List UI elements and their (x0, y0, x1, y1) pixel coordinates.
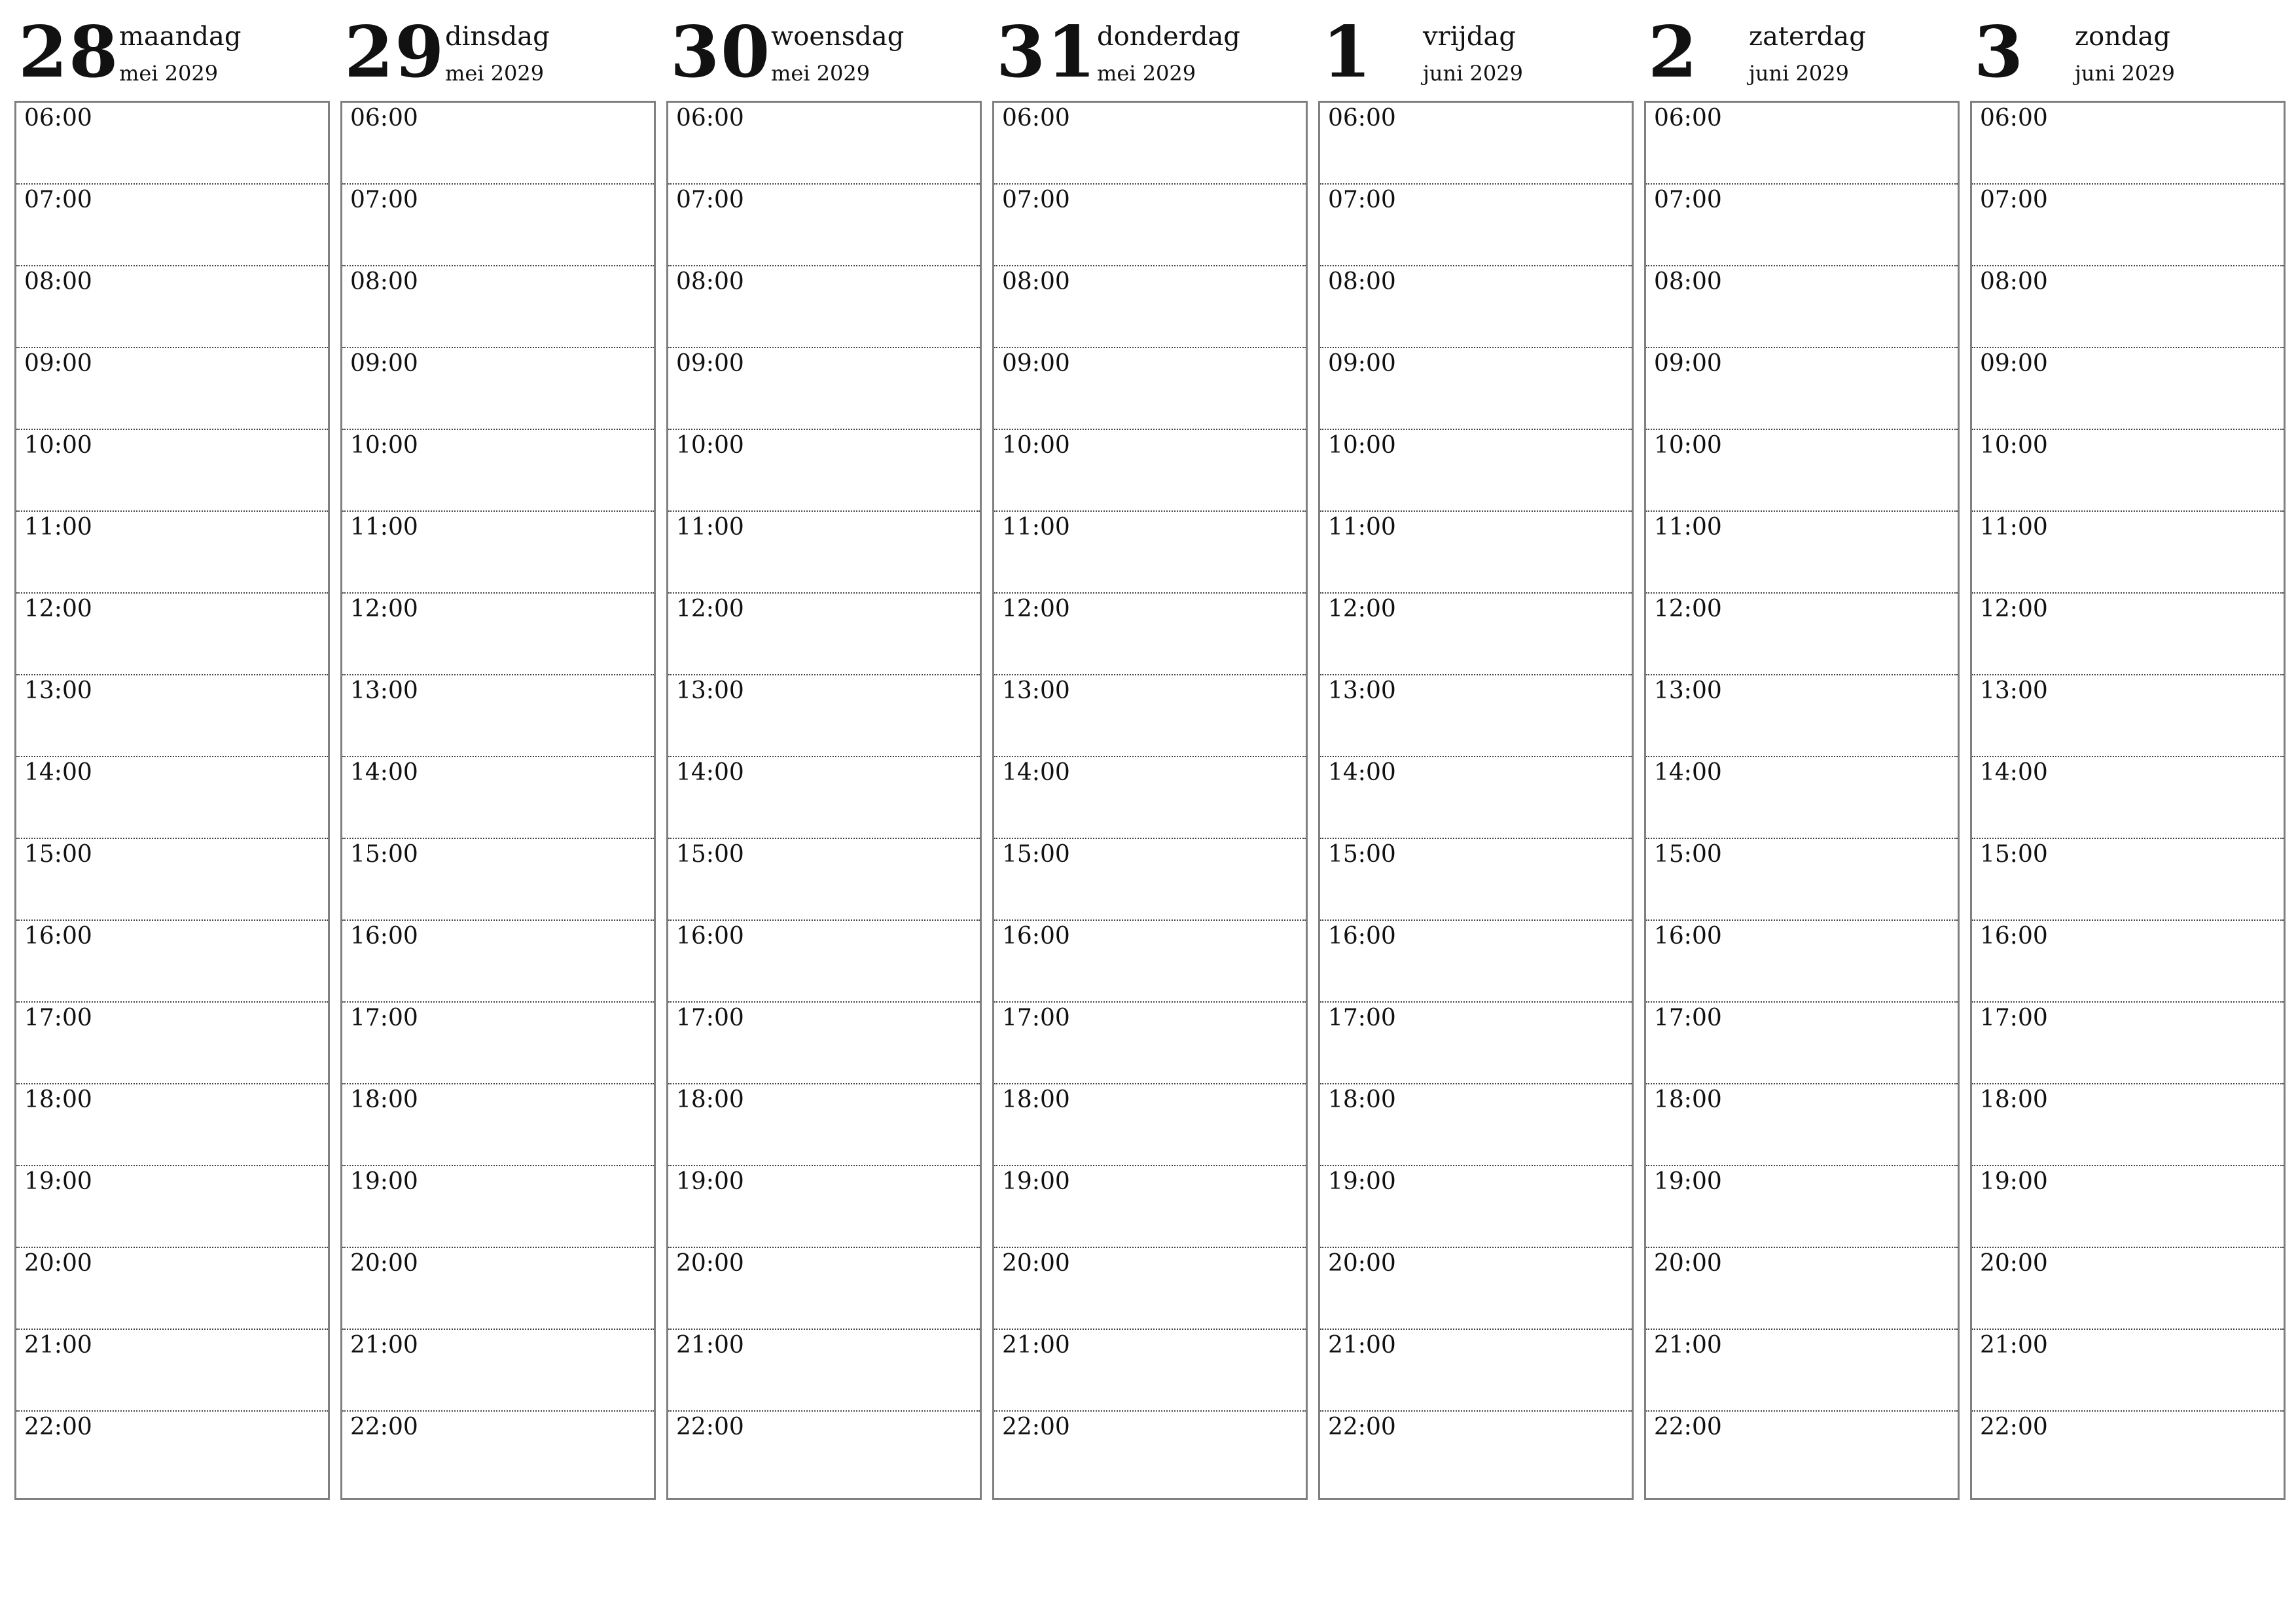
time-slot[interactable] (1646, 1248, 1958, 1330)
time-slot[interactable] (1320, 757, 1632, 839)
time-slot-label: 12:00 (1002, 596, 1070, 622)
time-slot[interactable] (16, 185, 328, 266)
time-slot[interactable] (16, 266, 328, 348)
time-slot[interactable] (1646, 348, 1958, 430)
time-slot[interactable] (1320, 266, 1632, 348)
time-slot-label: 18:00 (1328, 1086, 1396, 1113)
time-slot[interactable] (668, 266, 980, 348)
time-slot[interactable] (16, 839, 328, 921)
time-slot[interactable] (994, 430, 1306, 512)
time-slot-label: 22:00 (350, 1414, 418, 1440)
day-month: juni 2029 (2075, 61, 2175, 86)
day-number: 1 (1322, 11, 1373, 94)
time-slot[interactable] (1646, 1003, 1958, 1084)
time-slot-label: 21:00 (676, 1332, 744, 1359)
day-name: donderdag (1097, 22, 1240, 52)
time-slot-label: 22:00 (24, 1414, 92, 1440)
time-slot-label: 06:00 (1980, 105, 2048, 132)
time-slot[interactable] (1320, 1166, 1632, 1248)
time-slot-label: 11:00 (1328, 514, 1396, 541)
time-slot-label: 12:00 (1980, 596, 2048, 622)
time-slot[interactable] (342, 675, 654, 757)
time-slot-label: 11:00 (350, 514, 418, 541)
time-slot-label: 21:00 (1980, 1332, 2048, 1359)
time-slot-label: 06:00 (1654, 105, 1722, 132)
day-name: zaterdag (1749, 22, 1866, 52)
time-slot-label: 16:00 (1980, 923, 2048, 950)
time-slot[interactable] (668, 839, 980, 921)
time-slot[interactable] (668, 921, 980, 1003)
time-slot-label: 14:00 (1980, 759, 2048, 786)
time-slot-label: 22:00 (676, 1414, 744, 1440)
time-slot-label: 09:00 (1654, 350, 1722, 377)
time-slot-label: 15:00 (1002, 841, 1070, 868)
time-slot-label: 08:00 (1002, 268, 1070, 295)
time-slot[interactable] (342, 430, 654, 512)
time-slot-label: 14:00 (1654, 759, 1722, 786)
time-slot-label: 07:00 (676, 187, 744, 213)
time-slot-label: 15:00 (1980, 841, 2048, 868)
time-slot-label: 15:00 (1654, 841, 1722, 868)
time-slot[interactable] (994, 512, 1306, 594)
time-slot-label: 12:00 (24, 596, 92, 622)
time-slot[interactable] (342, 185, 654, 266)
day-column (1644, 0, 1958, 1505)
day-number: 30 (670, 11, 772, 94)
time-slot-label: 20:00 (676, 1250, 744, 1277)
time-slot[interactable] (342, 757, 654, 839)
time-slot[interactable] (668, 1003, 980, 1084)
day-schedule-box (1644, 101, 1960, 1500)
time-slot[interactable] (342, 1003, 654, 1084)
time-slot-label: 12:00 (350, 596, 418, 622)
time-slot-label: 07:00 (1654, 187, 1722, 213)
time-slot-label: 17:00 (1328, 1005, 1396, 1031)
time-slot[interactable] (994, 594, 1306, 675)
time-slot[interactable] (16, 594, 328, 675)
time-slot-label: 06:00 (1328, 105, 1396, 132)
time-slot-label: 16:00 (24, 923, 92, 950)
time-slot-label: 18:00 (676, 1086, 744, 1113)
time-slot[interactable] (342, 1166, 654, 1248)
time-slot-label: 15:00 (24, 841, 92, 868)
time-slot-label: 06:00 (24, 105, 92, 132)
time-slot-label: 21:00 (1002, 1332, 1070, 1359)
day-name: vrijdag (1423, 22, 1516, 52)
time-slot-label: 20:00 (1980, 1250, 2048, 1277)
time-slot[interactable] (1320, 185, 1632, 266)
day-number: 31 (996, 11, 1098, 94)
time-slot[interactable] (668, 757, 980, 839)
time-slot[interactable] (994, 839, 1306, 921)
time-slot[interactable] (994, 1412, 1306, 1493)
time-slot-label: 14:00 (350, 759, 418, 786)
time-slot-label: 14:00 (24, 759, 92, 786)
time-slot-label: 09:00 (1002, 350, 1070, 377)
time-slot[interactable] (668, 512, 980, 594)
day-column (1318, 0, 1632, 1505)
time-slot-label: 10:00 (1002, 432, 1070, 459)
time-slot[interactable] (668, 1330, 980, 1412)
time-slot-label: 09:00 (350, 350, 418, 377)
time-slot[interactable] (1972, 430, 2284, 512)
day-number: 29 (344, 11, 446, 94)
time-slot-label: 07:00 (24, 187, 92, 213)
time-slot-label: 09:00 (24, 350, 92, 377)
time-slot-label: 09:00 (676, 350, 744, 377)
time-slot-label: 12:00 (676, 596, 744, 622)
time-slot-label: 14:00 (1002, 759, 1070, 786)
time-slot-label: 17:00 (1654, 1005, 1722, 1031)
time-slot[interactable] (1320, 1084, 1632, 1166)
day-month: juni 2029 (1749, 61, 1849, 86)
time-slot-label: 15:00 (676, 841, 744, 868)
time-slot-label: 19:00 (350, 1168, 418, 1195)
time-slot[interactable] (668, 675, 980, 757)
time-slot-label: 22:00 (1328, 1414, 1396, 1440)
time-slot[interactable] (1320, 1003, 1632, 1084)
time-slot-label: 10:00 (1654, 432, 1722, 459)
time-slot[interactable] (1972, 1248, 2284, 1330)
time-slot-label: 21:00 (24, 1332, 92, 1359)
time-slot[interactable] (16, 1084, 328, 1166)
time-slot[interactable] (994, 266, 1306, 348)
time-slot-label: 13:00 (1654, 677, 1722, 704)
day-header (992, 0, 1306, 98)
day-column (992, 0, 1306, 1505)
time-slot[interactable] (1972, 266, 2284, 348)
time-slot-label: 19:00 (24, 1168, 92, 1195)
time-slot[interactable] (668, 430, 980, 512)
time-slot[interactable] (342, 921, 654, 1003)
time-slot[interactable] (668, 594, 980, 675)
time-slot[interactable] (1320, 1330, 1632, 1412)
time-slot-label: 09:00 (1980, 350, 2048, 377)
time-slot-label: 13:00 (24, 677, 92, 704)
time-slot[interactable] (16, 1248, 328, 1330)
time-slot-label: 19:00 (1328, 1168, 1396, 1195)
time-slot[interactable] (994, 1330, 1306, 1412)
day-name: woensdag (771, 22, 905, 52)
time-slot-label: 22:00 (1002, 1414, 1070, 1440)
time-slot-label: 11:00 (1002, 514, 1070, 541)
time-slot-label: 17:00 (676, 1005, 744, 1031)
time-slot-label: 13:00 (350, 677, 418, 704)
time-slot[interactable] (1972, 1003, 2284, 1084)
time-slot[interactable] (668, 103, 980, 185)
time-slot-label: 10:00 (676, 432, 744, 459)
time-slot[interactable] (342, 266, 654, 348)
time-slot[interactable] (1320, 594, 1632, 675)
time-slot-label: 11:00 (1980, 514, 2048, 541)
time-slot[interactable] (1320, 348, 1632, 430)
day-name: zondag (2075, 22, 2170, 52)
day-month: juni 2029 (1423, 61, 1523, 86)
day-header (1970, 0, 2284, 98)
time-slot[interactable] (1646, 757, 1958, 839)
day-number: 28 (18, 11, 120, 94)
time-slot[interactable] (1646, 675, 1958, 757)
day-schedule-box (992, 101, 1308, 1500)
day-name: maandag (119, 22, 242, 52)
time-slot[interactable] (16, 348, 328, 430)
day-column (14, 0, 329, 1505)
time-slot[interactable] (994, 103, 1306, 185)
time-slot[interactable] (1320, 839, 1632, 921)
day-number: 3 (1974, 11, 2025, 94)
time-slot-label: 16:00 (1654, 923, 1722, 950)
day-column (1970, 0, 2284, 1505)
time-slot[interactable] (1646, 185, 1958, 266)
day-header (1318, 0, 1632, 98)
time-slot[interactable] (994, 1166, 1306, 1248)
time-slot-label: 08:00 (1328, 268, 1396, 295)
time-slot-label: 22:00 (1654, 1414, 1722, 1440)
time-slot[interactable] (1972, 594, 2284, 675)
day-header (666, 0, 980, 98)
time-slot[interactable] (1972, 1084, 2284, 1166)
time-slot-label: 20:00 (1328, 1250, 1396, 1277)
time-slot[interactable] (1972, 757, 2284, 839)
time-slot[interactable] (1320, 921, 1632, 1003)
time-slot[interactable] (994, 921, 1306, 1003)
time-slot[interactable] (342, 348, 654, 430)
time-slot-label: 16:00 (350, 923, 418, 950)
time-slot-label: 07:00 (350, 187, 418, 213)
time-slot-label: 12:00 (1654, 596, 1722, 622)
time-slot-label: 17:00 (350, 1005, 418, 1031)
day-schedule-box (14, 101, 330, 1500)
time-slot[interactable] (16, 675, 328, 757)
day-schedule-box (1970, 101, 2286, 1500)
time-slot-label: 07:00 (1002, 187, 1070, 213)
time-slot-label: 20:00 (24, 1250, 92, 1277)
time-slot[interactable] (1972, 185, 2284, 266)
time-slot[interactable] (16, 1166, 328, 1248)
time-slot-label: 22:00 (1980, 1414, 2048, 1440)
day-name: dinsdag (445, 22, 550, 52)
time-slot[interactable] (1646, 512, 1958, 594)
time-slot-label: 18:00 (24, 1086, 92, 1113)
time-slot-label: 10:00 (1980, 432, 2048, 459)
time-slot[interactable] (994, 1248, 1306, 1330)
day-schedule-box (340, 101, 656, 1500)
time-slot-label: 21:00 (350, 1332, 418, 1359)
time-slot-label: 21:00 (1328, 1332, 1396, 1359)
time-slot[interactable] (342, 1248, 654, 1330)
time-slot-label: 12:00 (1328, 596, 1396, 622)
time-slot-label: 19:00 (676, 1168, 744, 1195)
time-slot-label: 13:00 (1002, 677, 1070, 704)
time-slot-label: 11:00 (24, 514, 92, 541)
time-slot[interactable] (342, 512, 654, 594)
time-slot-label: 19:00 (1654, 1168, 1722, 1195)
day-month: mei 2029 (445, 61, 545, 86)
time-slot-label: 13:00 (1328, 677, 1396, 704)
day-column (340, 0, 655, 1505)
time-slot[interactable] (994, 757, 1306, 839)
time-slot[interactable] (994, 348, 1306, 430)
day-schedule-box (666, 101, 982, 1500)
time-slot[interactable] (342, 1084, 654, 1166)
time-slot-label: 06:00 (676, 105, 744, 132)
time-slot[interactable] (668, 1248, 980, 1330)
day-header (1644, 0, 1958, 98)
time-slot[interactable] (1972, 1330, 2284, 1412)
time-slot-label: 21:00 (1654, 1332, 1722, 1359)
time-slot[interactable] (1646, 921, 1958, 1003)
time-slot-label: 07:00 (1980, 187, 2048, 213)
time-slot-label: 08:00 (350, 268, 418, 295)
day-schedule-box (1318, 101, 1634, 1500)
day-header (340, 0, 655, 98)
time-slot[interactable] (1972, 103, 2284, 185)
time-slot[interactable] (342, 1412, 654, 1493)
time-slot[interactable] (1646, 1084, 1958, 1166)
time-slot[interactable] (1320, 430, 1632, 512)
time-slot-label: 18:00 (1980, 1086, 2048, 1113)
time-slot[interactable] (1646, 1166, 1958, 1248)
time-slot-label: 20:00 (1654, 1250, 1722, 1277)
time-slot[interactable] (668, 348, 980, 430)
time-slot[interactable] (16, 1003, 328, 1084)
time-slot-label: 08:00 (24, 268, 92, 295)
time-slot[interactable] (16, 921, 328, 1003)
time-slot[interactable] (1320, 1412, 1632, 1493)
time-slot[interactable] (1646, 430, 1958, 512)
time-slot-label: 08:00 (1654, 268, 1722, 295)
time-slot[interactable] (1972, 921, 2284, 1003)
time-slot-label: 18:00 (350, 1086, 418, 1113)
time-slot-label: 18:00 (1002, 1086, 1070, 1113)
time-slot-label: 17:00 (1002, 1005, 1070, 1031)
time-slot[interactable] (1972, 675, 2284, 757)
time-slot-label: 13:00 (1980, 677, 2048, 704)
time-slot-label: 08:00 (676, 268, 744, 295)
time-slot[interactable] (994, 675, 1306, 757)
time-slot[interactable] (994, 1084, 1306, 1166)
time-slot[interactable] (1972, 839, 2284, 921)
time-slot-label: 08:00 (1980, 268, 2048, 295)
time-slot-label: 17:00 (24, 1005, 92, 1031)
time-slot-label: 19:00 (1980, 1168, 2048, 1195)
time-slot[interactable] (668, 185, 980, 266)
time-slot[interactable] (994, 1003, 1306, 1084)
time-slot[interactable] (1972, 1166, 2284, 1248)
time-slot-label: 16:00 (1002, 923, 1070, 950)
time-slot[interactable] (16, 757, 328, 839)
time-slot-label: 10:00 (24, 432, 92, 459)
time-slot-label: 10:00 (1328, 432, 1396, 459)
time-slot[interactable] (16, 1330, 328, 1412)
time-slot[interactable] (1646, 594, 1958, 675)
time-slot-label: 15:00 (1328, 841, 1396, 868)
time-slot[interactable] (1646, 839, 1958, 921)
time-slot[interactable] (342, 839, 654, 921)
time-slot-label: 11:00 (676, 514, 744, 541)
time-slot-label: 14:00 (1328, 759, 1396, 786)
time-slot[interactable] (16, 512, 328, 594)
day-header (14, 0, 329, 98)
day-month: mei 2029 (119, 61, 219, 86)
time-slot[interactable] (668, 1412, 980, 1493)
time-slot-label: 07:00 (1328, 187, 1396, 213)
time-slot-label: 13:00 (676, 677, 744, 704)
time-slot[interactable] (668, 1084, 980, 1166)
time-slot[interactable] (1646, 1412, 1958, 1493)
time-slot-label: 20:00 (1002, 1250, 1070, 1277)
time-slot[interactable] (1646, 266, 1958, 348)
day-number: 2 (1648, 11, 1699, 94)
day-column (666, 0, 980, 1505)
time-slot[interactable] (16, 1412, 328, 1493)
time-slot[interactable] (1320, 1248, 1632, 1330)
time-slot[interactable] (1320, 512, 1632, 594)
time-slot-label: 09:00 (1328, 350, 1396, 377)
day-month: mei 2029 (1097, 61, 1196, 86)
time-slot-label: 10:00 (350, 432, 418, 459)
time-slot[interactable] (994, 185, 1306, 266)
time-slot[interactable] (1972, 348, 2284, 430)
time-slot-label: 16:00 (1328, 923, 1396, 950)
time-slot-label: 18:00 (1654, 1086, 1722, 1113)
time-slot-label: 11:00 (1654, 514, 1722, 541)
time-slot-label: 16:00 (676, 923, 744, 950)
time-slot[interactable] (1320, 675, 1632, 757)
time-slot[interactable] (1972, 512, 2284, 594)
day-month: mei 2029 (771, 61, 870, 86)
time-slot-label: 17:00 (1980, 1005, 2048, 1031)
time-slot-label: 15:00 (350, 841, 418, 868)
time-slot[interactable] (1646, 1330, 1958, 1412)
time-slot[interactable] (16, 103, 328, 185)
time-slot[interactable] (342, 1330, 654, 1412)
time-slot-label: 19:00 (1002, 1168, 1070, 1195)
time-slot[interactable] (342, 103, 654, 185)
time-slot-label: 20:00 (350, 1250, 418, 1277)
time-slot[interactable] (342, 594, 654, 675)
time-slot-label: 06:00 (350, 105, 418, 132)
time-slot[interactable] (1320, 103, 1632, 185)
time-slot-label: 06:00 (1002, 105, 1070, 132)
time-slot-label: 14:00 (676, 759, 744, 786)
time-slot[interactable] (1972, 1412, 2284, 1493)
time-slot[interactable] (1646, 103, 1958, 185)
time-slot[interactable] (16, 430, 328, 512)
time-slot[interactable] (668, 1166, 980, 1248)
